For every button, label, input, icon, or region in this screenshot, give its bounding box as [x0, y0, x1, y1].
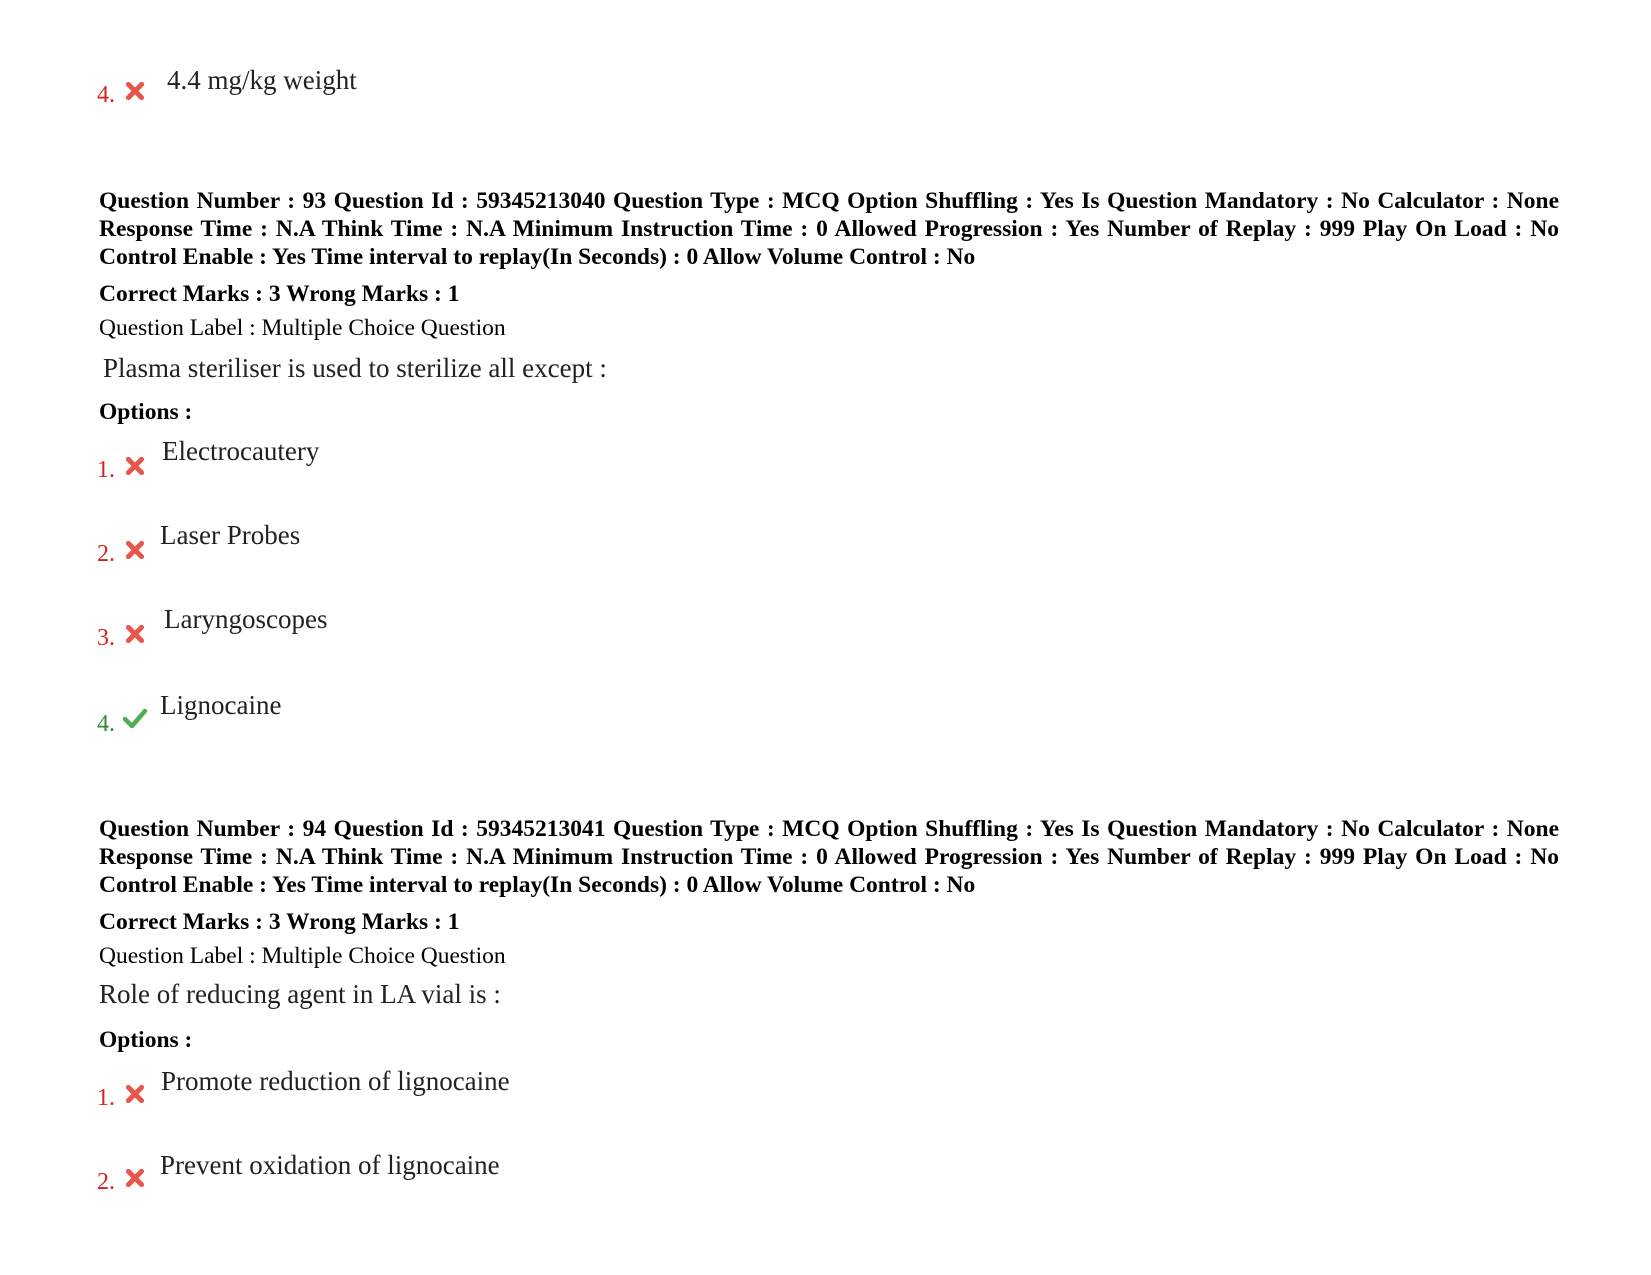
options-heading: Options : [99, 1027, 193, 1053]
cross-icon [124, 1083, 146, 1105]
option-text: Promote reduction of lignocaine [161, 1066, 510, 1096]
option-text: Prevent oxidation of lignocaine [160, 1150, 500, 1180]
question-text: Plasma steriliser is used to sterilize all except : [103, 353, 607, 383]
cross-icon [124, 539, 146, 561]
option-number: 3. [97, 625, 115, 651]
check-icon [122, 707, 148, 729]
question-label: Question Label : Multiple Choice Question [99, 315, 506, 341]
option-number: 1. [97, 1085, 115, 1111]
question-label: Question Label : Multiple Choice Question [99, 943, 506, 969]
option-number: 4. [97, 711, 115, 737]
option-number: 1. [97, 457, 115, 483]
option-number: 2. [97, 1169, 115, 1195]
options-heading: Options : [99, 399, 193, 425]
question-meta: Question Number : 94 Question Id : 59345213041 Question Type : MCQ Option Shuffling : Yes Is Question Mandatory : No Calculator : None Response Time : N.A Think Time : N.A Minimum Instruction Time : 0 Allowed Progression : Yes Number of Replay : 999 Play On Load : No Control Enable : Yes Time interval to replay(In Seconds) : 0 Allow Volume Control : No [99, 816, 1559, 898]
question-meta: Question Number : 93 Question Id : 59345213040 Question Type : MCQ Option Shuffling : Yes Is Question Mandatory : No Calculator : None Response Time : N.A Think Time : N.A Minimum Instruction Time : 0 Allowed Progression : Yes Number of Replay : 999 Play On Load : No Control Enable : Yes Time interval to replay(In Seconds) : 0 Allow Volume Control : No [99, 188, 1559, 270]
option-text: Laser Probes [160, 520, 301, 550]
question-marks: Correct Marks : 3 Wrong Marks : 1 [99, 909, 460, 935]
question-marks: Correct Marks : 3 Wrong Marks : 1 [99, 281, 460, 307]
option-text: Electrocautery [162, 436, 320, 466]
cross-icon [124, 623, 146, 645]
option-text: Lignocaine [160, 690, 282, 720]
cross-icon [124, 80, 146, 102]
cross-icon [124, 455, 146, 477]
cross-icon [124, 1167, 146, 1189]
option-number: 4. [97, 82, 115, 108]
option-text: Laryngoscopes [164, 604, 328, 634]
option-number: 2. [97, 541, 115, 567]
question-text: Role of reducing agent in LA vial is : [99, 979, 501, 1009]
option-text: 4.4 mg/kg weight [167, 65, 357, 95]
